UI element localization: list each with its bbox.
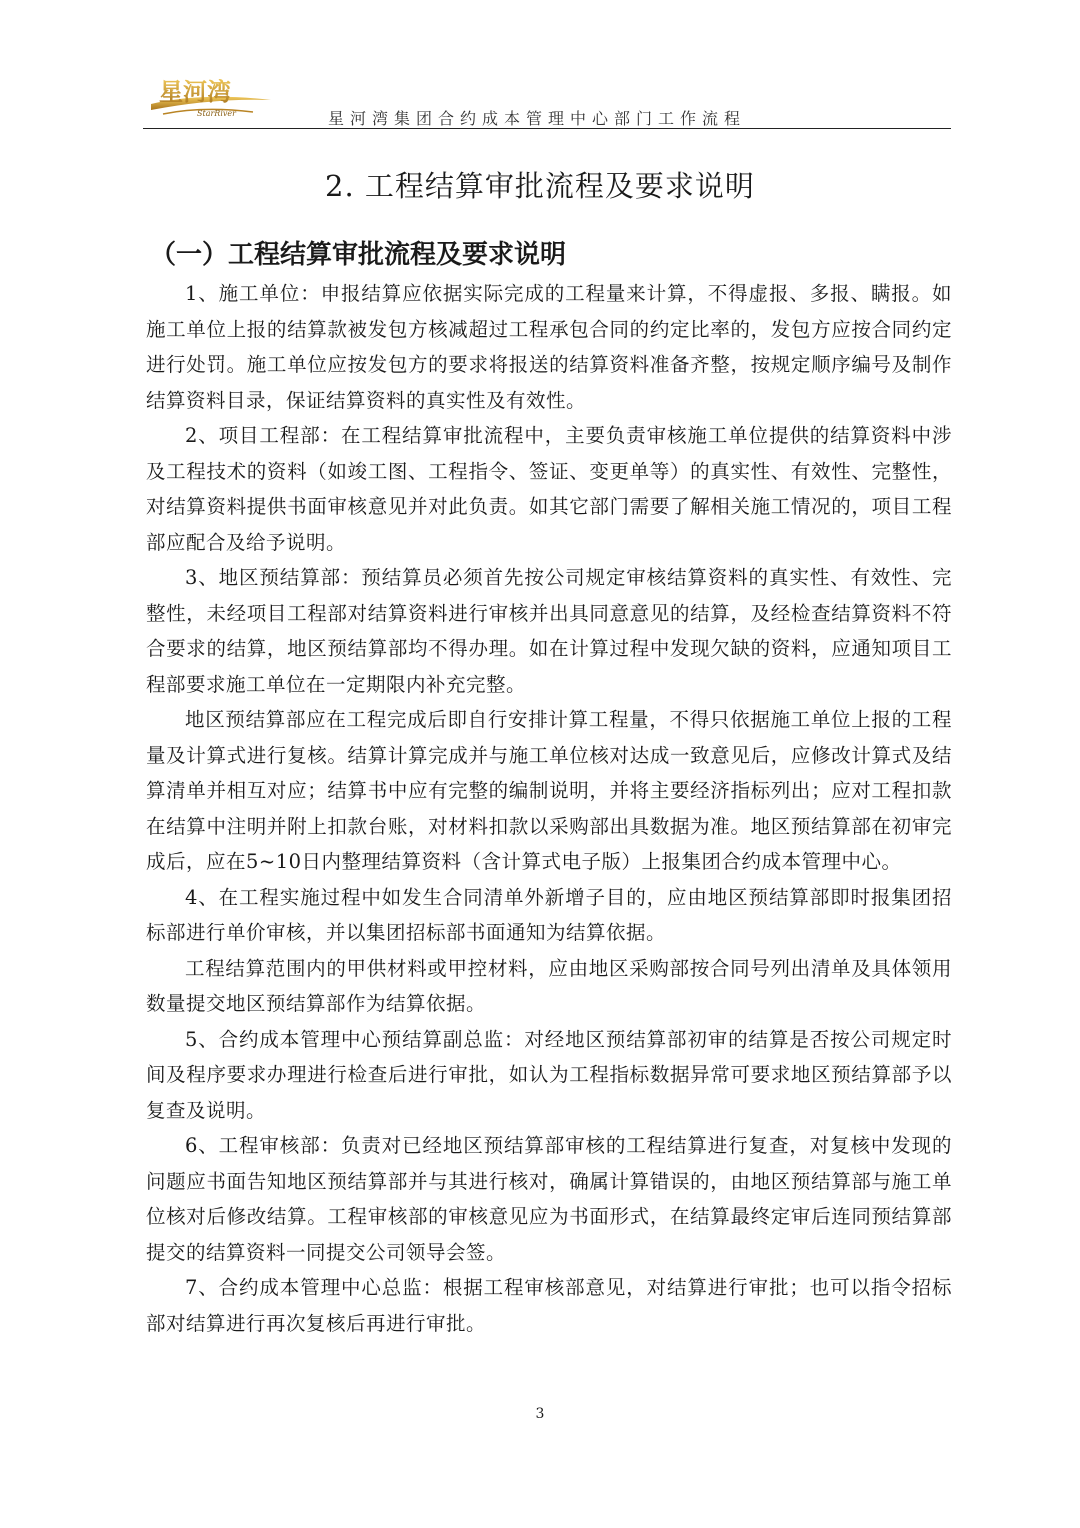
header-title: 星河湾集团合约成本管理中心部门工作流程 [328, 109, 747, 128]
paragraph: 地区预结算部应在工程完成后即自行安排计算工程量，不得只依据施工单位上报的工程量及计算式进行复核。结算计算完成并与施工单位核对达成一致意见后，应修改计算式及结算清单并相互对应；结算书中应有完整的编制说明，并将主要经济指标列出；应对工程扣款在结算中注明并附上扣款台账，对材料扣款以采购部出具数据为准。地区预结算部在初审完成后，应在5~10日内整理结算资料（含计算式电子版）上报集团合约成本管理中心。 [146, 708, 952, 873]
paragraph: 1、施工单位：申报结算应依据实际完成的工程量来计算，不得虚报、多报、瞒报。如施工单位上报的结算款被发包方核减超过工程承包合同的约定比率的，发包方应按合同约定进行处罚。施工单位应按发包方的要求将报送的结算资料准备齐整，按规定顺序编号及制作结算资料目录，保证结算资料的真实性及有效性。 [146, 282, 952, 412]
paragraph: 2、项目工程部：在工程结算审批流程中，主要负责审核施工单位提供的结算资料中涉及工程技术的资料（如竣工图、工程指令、签证、变更单等）的真实性、有效性、完整性，对结算资料提供书面审核意见并对此负责。如其它部门需要了解相关施工情况的，项目工程部应配合及给予说明。 [146, 424, 952, 554]
starriver-logo [143, 70, 278, 122]
paragraph: 5、合约成本管理中心预结算副总监：对经地区预结算部初审的结算是否按公司规定时间及程序要求办理进行检查后进行审批，如认为工程指标数据异常可要求地区预结算部予以复查及说明。 [146, 1027, 952, 1122]
paragraph: 3、地区预结算部：预结算员必须首先按公司规定审核结算资料的真实性、有效性、完整性，未经项目工程部对结算资料进行审核并出具同意意见的结算，及经检查结算资料不符合要求的结算，地区预结算部均不得办理。如在计算过程中发现欠缺的资料，应通知项目工程部要求施工单位在一定期限内补充完整。 [146, 566, 952, 696]
svg-text:星河湾: 星河湾 [159, 78, 231, 106]
svg-text:StarRiver: StarRiver [197, 109, 236, 118]
page-number: 3 [535, 1406, 545, 1422]
document-title: 2. 工程结算审批流程及要求说明 [325, 169, 755, 203]
paragraph: 工程结算范围内的甲供材料或甲控材料，应由地区采购部按合同号列出清单及具体领用数量提交地区预结算部作为结算依据。 [146, 956, 952, 1015]
header-divider [143, 128, 951, 129]
paragraph: 7、合约成本管理中心总监：根据工程审核部意见，对结算进行审批；也可以指令招标部对结算进行再次复核后再进行审批。 [146, 1276, 952, 1335]
section-heading: （一）工程结算审批流程及要求说明 [150, 240, 567, 270]
paragraph: 4、在工程实施过程中如发生合同清单外新增子目的，应由地区预结算部即时报集团招标部进行单价审核，并以集团招标部书面通知为结算依据。 [146, 885, 952, 944]
paragraph: 6、工程审核部：负责对已经地区预结算部审核的工程结算进行复查，对复核中发现的问题应书面告知地区预结算部并与其进行核对，确属计算错误的，由地区预结算部与施工单位核对后修改结算。工程审核部的审核意见应为书面形式，在结算最终定审后连同预结算部提交的结算资料一同提交公司领导会签。 [146, 1134, 952, 1264]
body-text [146, 276, 952, 1341]
